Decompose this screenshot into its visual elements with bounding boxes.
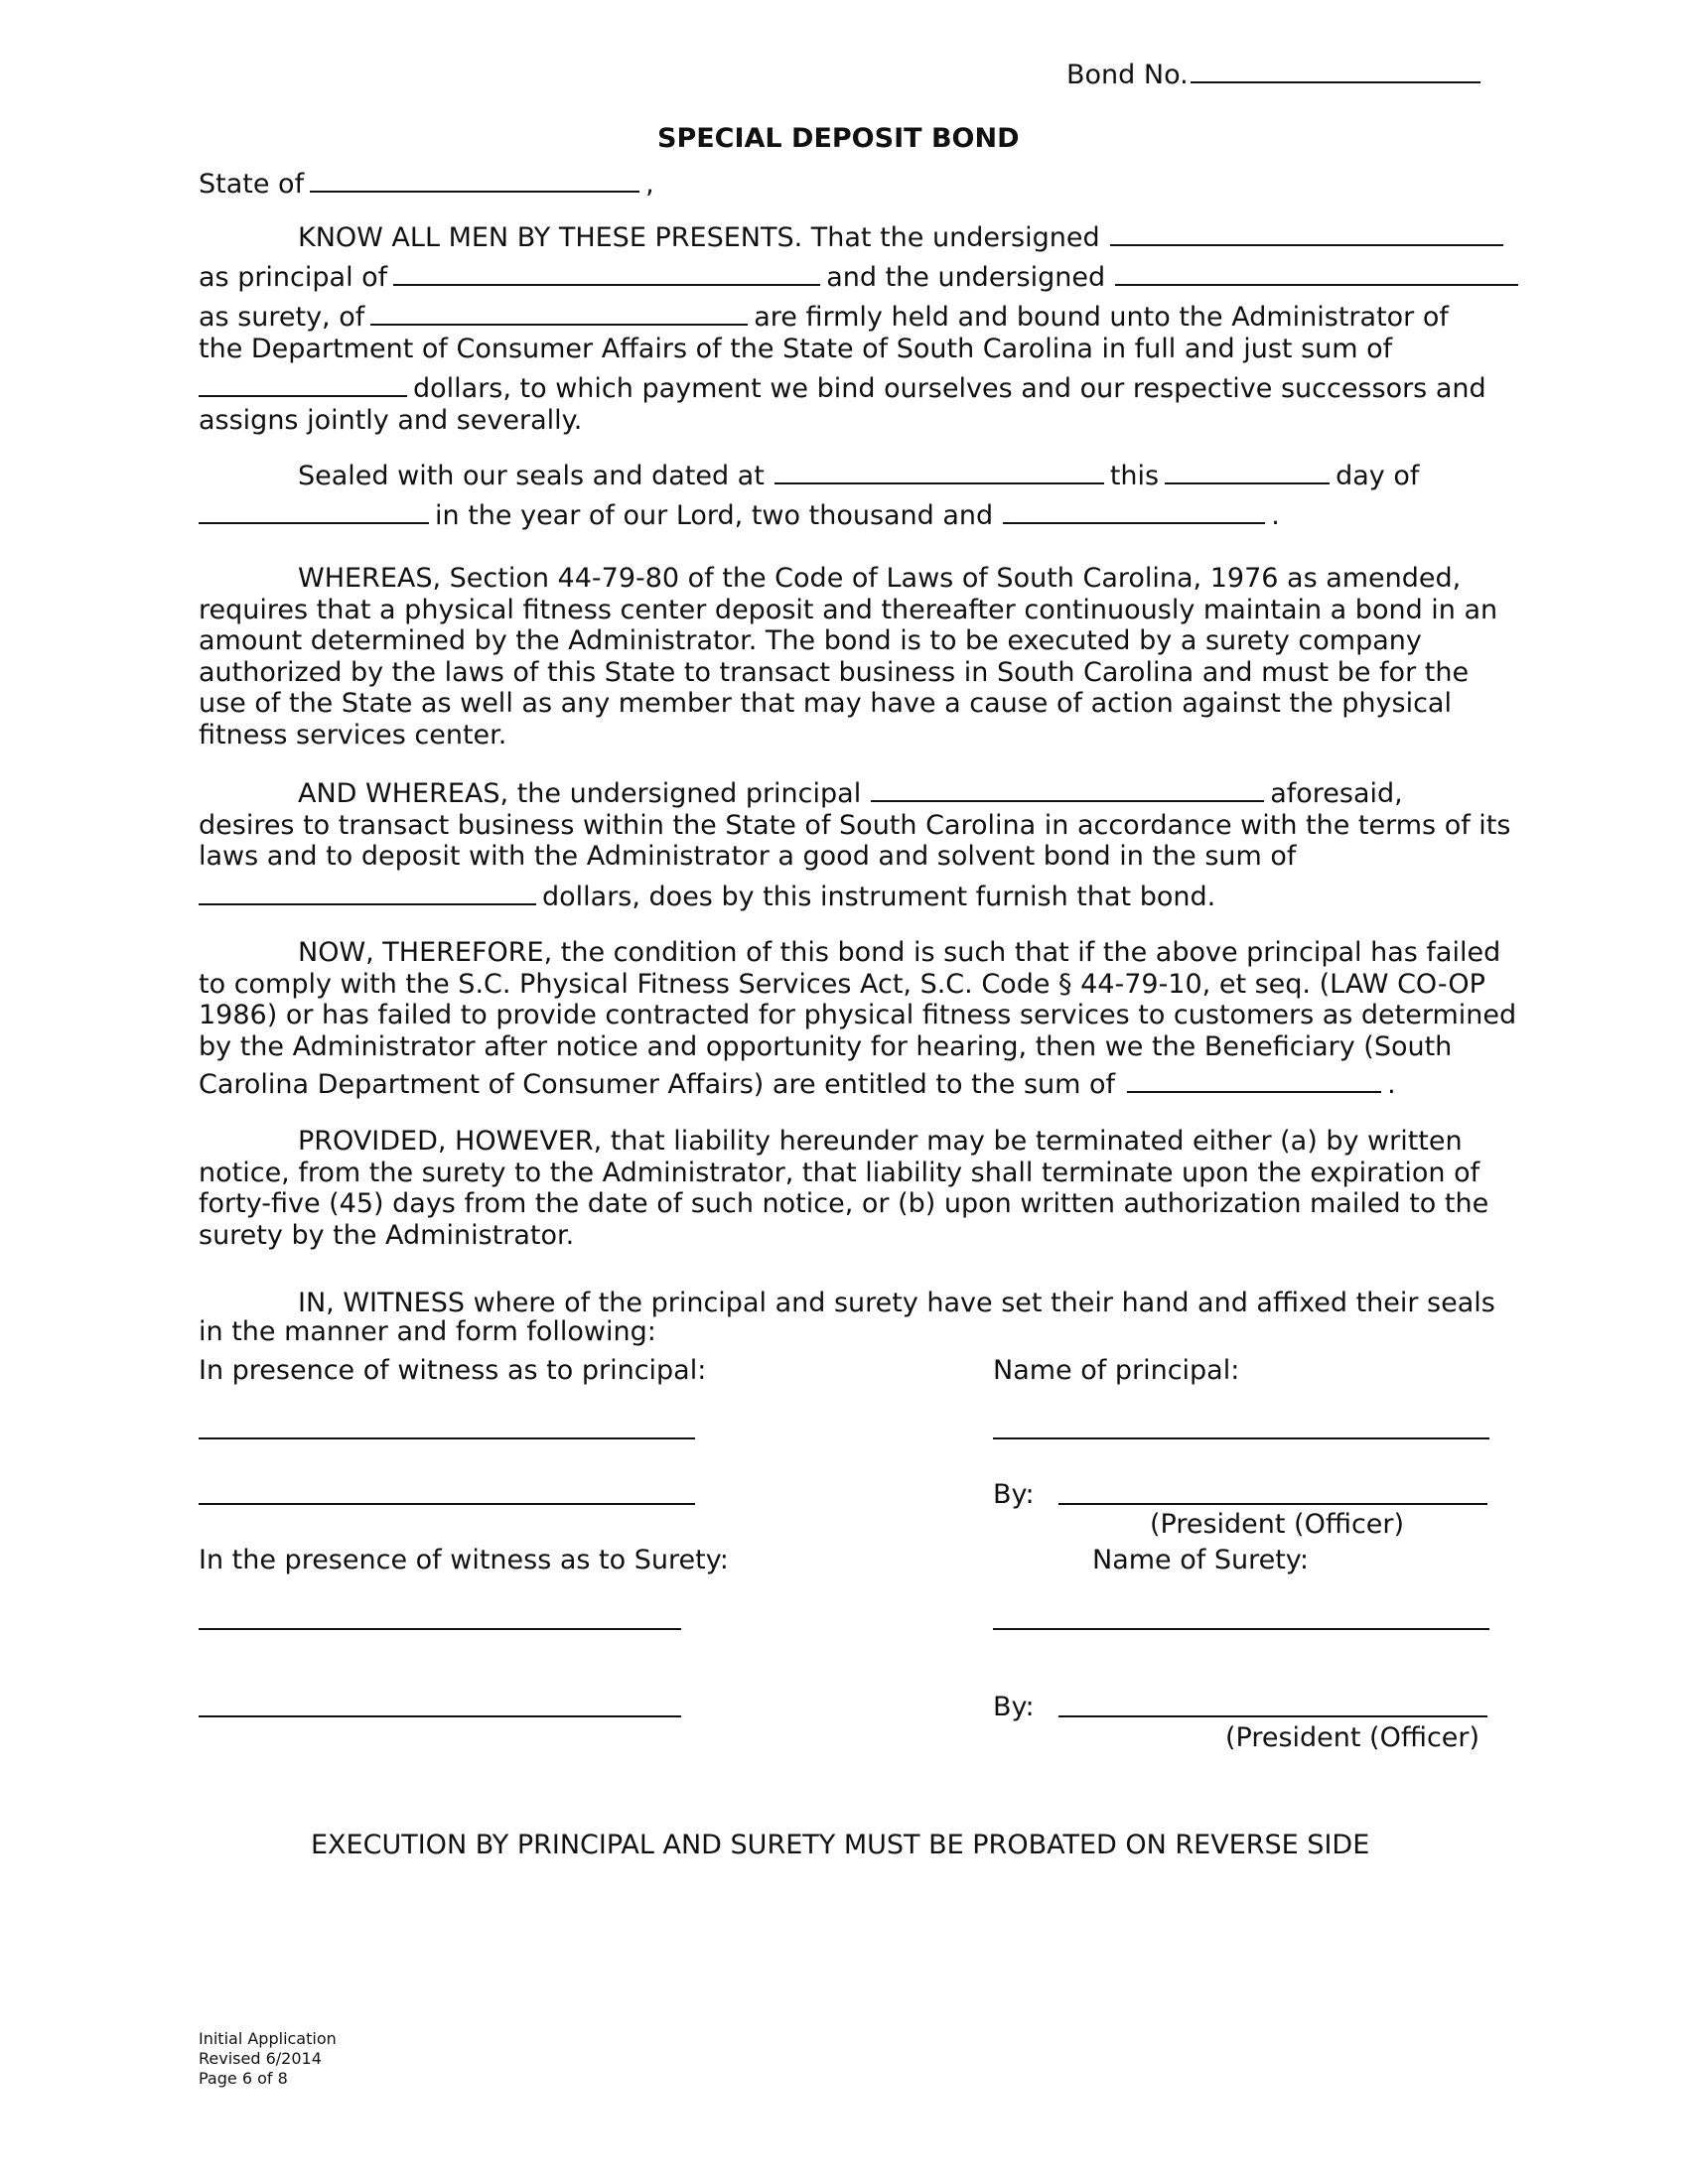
this-label: this [1109,461,1160,491]
witness-surety-line-1[interactable] [199,1628,681,1630]
entitled-text: Carolina Department of Consumer Affairs) are entitled to the sum of [199,1069,1116,1100]
bond-no-label: Bond No. [1066,60,1189,90]
dollars-furnish-text: dollars, does by this instrument furnish that bond. [542,882,1216,912]
know-line-5 [199,375,1486,402]
day-field[interactable] [1165,481,1330,484]
by-principal-label: By: [993,1479,1035,1510]
witness-principal-line-1[interactable] [199,1437,695,1439]
state-of-label: State of [199,169,305,200]
provided-line: PROVIDED, HOWEVER, that liability hereunder may be terminated either (a) by written [298,1126,1463,1157]
president-officer-surety-label: (President (Officer) [1225,1722,1480,1753]
bond-no-field[interactable] [1191,80,1480,83]
now-therefore-last-line [199,1071,1396,1098]
provided-line: notice, from the surety to the Administrator, that liability shall terminate upon the expiration of [199,1157,1480,1188]
name-principal-line[interactable] [993,1437,1489,1439]
day-of-label: day of [1336,461,1420,491]
bond-no-line [1066,62,1486,88]
name-principal-label: Name of principal: [993,1355,1240,1386]
know-line-2 [199,264,1524,291]
month-field[interactable] [199,521,429,524]
now-therefore-line: NOW, THEREFORE, the condition of this bond is such that if the above principal has failed [298,937,1501,968]
bond-sum-field[interactable] [199,902,536,905]
whereas-paragraph [199,563,1498,751]
sealed-line-1 [298,463,1419,489]
and-whereas-line-4 [199,884,1215,910]
whereas-line: fitness services center. [199,719,507,751]
footer-line: Revised 6/2014 [199,2049,322,2068]
entitled-period: . [1387,1069,1396,1100]
dollars-text: dollars, to which payment we bind ourselves and our respective successors and [413,373,1486,404]
year-text: in the year of our Lord, two thousand and [435,500,994,531]
witness-surety-label: In the presence of witness as to Surety: [199,1545,729,1575]
whereas-line: use of the State as well as any member that may have a cause of action against the physical [199,688,1452,719]
provided-line: forty-five (45) days from the date of such notice, or (b) upon written authorization mailed to the [199,1188,1489,1219]
witness-line: IN, WITNESS where of the principal and surety have set their hand and affixed their seals [298,1288,1495,1318]
dated-at-field[interactable] [774,481,1104,484]
surety-of-field[interactable] [370,323,748,326]
and-whereas-line-3: laws and to deposit with the Administrator a good and solvent bond in the sum of [199,841,1297,872]
witness-surety-line-2[interactable] [199,1715,681,1717]
sealed-line-2 [199,502,1280,529]
whereas-line: amount determined by the Administrator. The bond is to be executed by a surety company [199,625,1422,656]
surety-of-label: as surety, of [199,302,365,333]
now-therefore-line: 1986) or has failed to provide contracted for physical fitness services to customers as determined [199,1000,1517,1030]
know-text: KNOW ALL MEN BY THESE PRESENTS. That the undersigned [298,222,1100,253]
entitled-sum-field[interactable] [1127,1090,1381,1093]
by-surety-line[interactable] [1058,1715,1487,1717]
president-officer-label: (President (Officer) [1150,1509,1405,1540]
state-field[interactable] [310,190,639,193]
witness-paragraph [199,1288,1495,1347]
principal-name-field[interactable] [871,799,1264,802]
sealed-text: Sealed with our seals and dated at [298,461,765,491]
witness-line: in the manner and form following: [199,1315,656,1347]
execution-note: EXECUTION BY PRINCIPAL AND SURETY MUST BE PROBATED ON REVERSE SIDE [311,1830,1370,1860]
whereas-line: WHEREAS, Section 44-79-80 of the Code of Laws of South Carolina, 1976 as amended, [298,563,1462,594]
and-whereas-line-1 [298,780,1403,807]
provided-paragraph [199,1126,1489,1251]
state-comma: , [645,169,654,200]
by-surety-label: By: [993,1692,1035,1722]
undersigned-surety-field[interactable] [1115,283,1518,286]
witness-principal-label: In presence of witness as to principal: [199,1355,707,1386]
know-line-1 [298,224,1509,251]
name-surety-line[interactable] [993,1628,1489,1630]
now-therefore-line: by the Administrator after notice and opportunity for hearing, then we the Beneficiary (South [199,1030,1453,1062]
by-principal-line[interactable] [1058,1503,1487,1505]
witness-principal-line-2[interactable] [199,1503,695,1505]
and-whereas-text: AND WHEREAS, the undersigned principal [298,778,862,809]
principal-of-field[interactable] [393,283,820,286]
know-line-4: the Department of Consumer Affairs of the State of South Carolina in full and just sum of [199,334,1393,364]
held-bound-text: are firmly held and bound unto the Administrator of [754,302,1449,333]
footer [199,2029,337,2089]
and-whereas-line-2: desires to transact business within the State of South Carolina in accordance with the terms of its [199,810,1511,841]
footer-line: Initial Application [199,2029,337,2048]
sealed-period: . [1271,500,1280,531]
now-therefore-line: to comply with the S.C. Physical Fitness Services Act, S.C. Code § 44-79-10, et seq. (LAW CO-OP [199,968,1485,1000]
aforesaid-text: aforesaid, [1270,778,1403,809]
know-line-3 [199,304,1449,331]
name-surety-label: Name of Surety: [1092,1545,1309,1575]
now-therefore-paragraph [199,937,1517,1062]
sum-field[interactable] [199,394,407,397]
principal-of-label: as principal of [199,262,388,293]
page-title: SPECIAL DEPOSIT BOND [657,123,1020,154]
undersigned-principal-field[interactable] [1110,243,1503,246]
whereas-line: authorized by the laws of this State to transact business in South Carolina and must be for the [199,656,1470,688]
state-of-line [199,171,654,198]
provided-line: surety by the Administrator. [199,1219,575,1251]
know-line-6: assigns jointly and severally. [199,405,583,436]
year-field[interactable] [1003,521,1265,524]
and-undersigned-label: and the undersigned [826,262,1106,293]
whereas-line: requires that a physical fitness center deposit and thereafter continuously maintain a bond in an [199,594,1498,625]
footer-line: Page 6 of 8 [199,2069,288,2088]
